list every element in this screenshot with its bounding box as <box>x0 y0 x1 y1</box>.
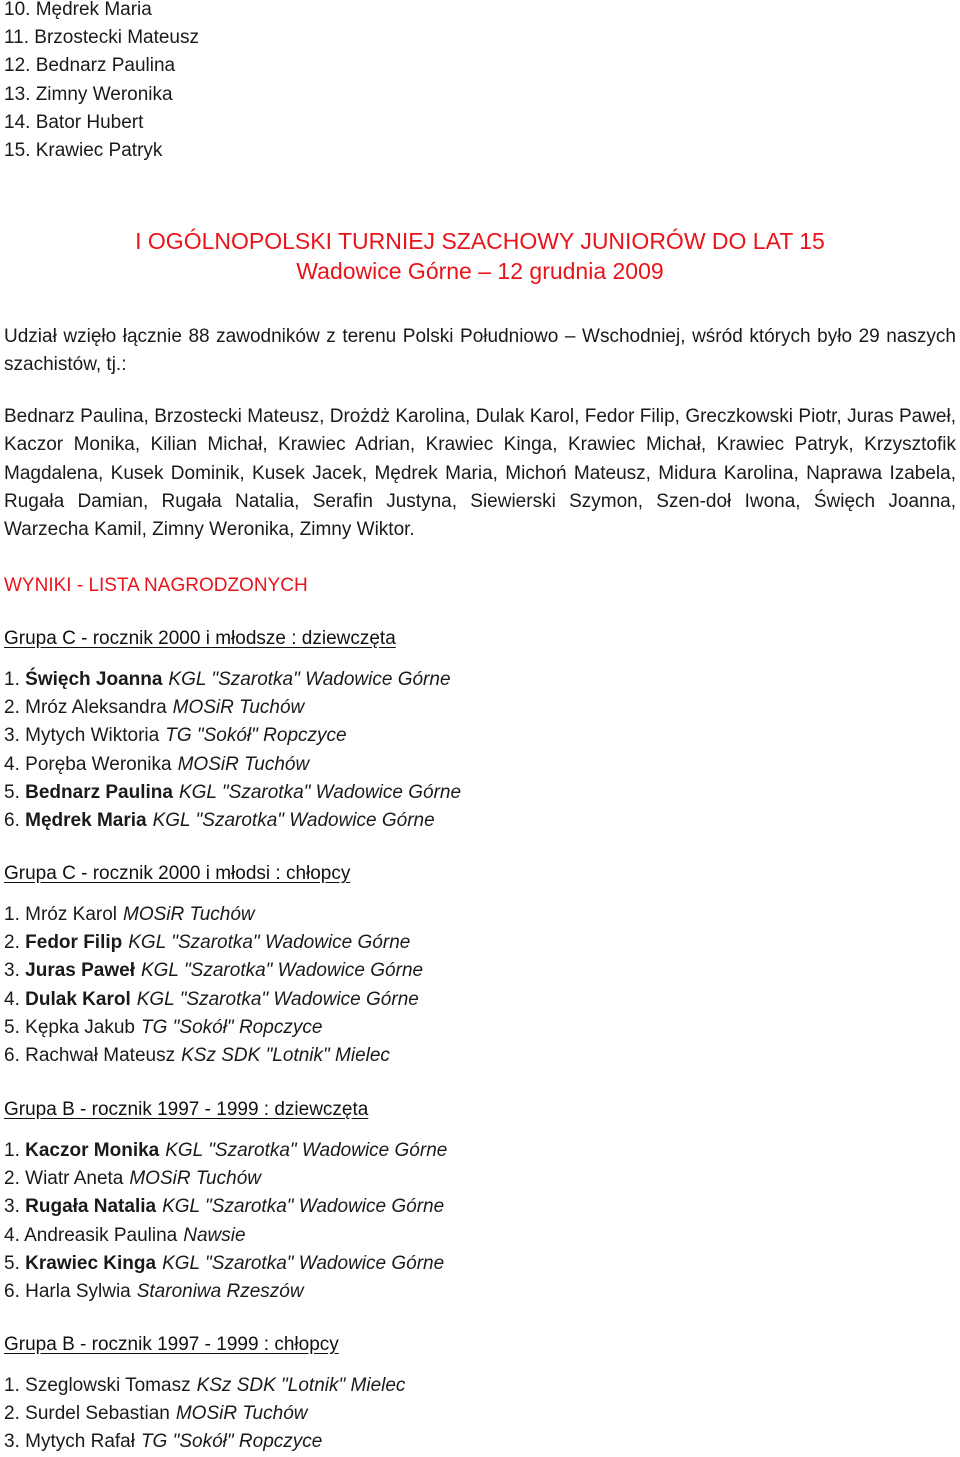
entry-rank: 4. <box>4 753 20 775</box>
list-item <box>4 1222 447 1250</box>
player-name: Harla Sylwia <box>25 1280 131 1302</box>
club-name: KGL "Szarotka" Wadowice Górne <box>128 932 411 954</box>
entry-rank: 2. <box>4 1403 20 1425</box>
list-item <box>4 1137 447 1165</box>
player-name: Kaczor Monika <box>25 1140 160 1161</box>
list-item <box>4 1165 447 1193</box>
club-name: MOSiR Tuchów <box>123 904 255 925</box>
club-name: KGL "Szarotka" Wadowice Górne <box>152 809 435 831</box>
list-item <box>4 1278 447 1306</box>
player-name: Mróz Aleksandra <box>25 697 167 719</box>
group-heading: Grupa C - rocznik 2000 i młodsze : dziewczęta <box>4 628 396 649</box>
club-name: MOSiR Tuchów <box>175 1403 308 1425</box>
title-line-1: I OGÓLNOPOLSKI TURNIEJ SZACHOWY JUNIORÓW DO LAT 15 <box>135 228 825 254</box>
entry-rank: 1. <box>4 1375 20 1396</box>
club-name: KGL "Szarotka" Wadowice Górne <box>162 1196 445 1218</box>
group-heading: Grupa C - rocznik 2000 i młodsi : chłopcy <box>4 863 351 884</box>
entry-rank: 5. <box>4 1252 20 1274</box>
club-name: Staroniwa Rzeszów <box>136 1280 304 1302</box>
list-item <box>4 901 423 929</box>
player-name: Juras Paweł <box>25 960 135 982</box>
list-item <box>4 1042 423 1070</box>
entry-rank: 6. <box>4 809 20 831</box>
entry-rank: 3. <box>4 725 20 747</box>
club-name: KGL "Szarotka" Wadowice Górne <box>168 669 451 690</box>
player-name: Mytych Rafał <box>25 1431 135 1453</box>
entry-rank: 4. <box>4 988 20 1010</box>
club-name: KGL "Szarotka" Wadowice Górne <box>136 988 419 1010</box>
club-name: KGL "Szarotka" Wadowice Górne <box>178 781 462 803</box>
player-name: Mróz Karol <box>25 904 117 925</box>
list-item <box>4 666 461 694</box>
player-name: Rugała Natalia <box>25 1196 157 1218</box>
group-heading: Grupa B - rocznik 1997 - 1999 : dziewczęta <box>4 1099 369 1120</box>
player-name: Bednarz Paulina <box>25 781 173 803</box>
intro-paragraph: Udział wzięło łącznie 88 zawodników z terenu Polski Południowo – Wschodniej, wśród których było 29 naszych szachistów, tj.: <box>4 326 956 376</box>
player-name: Andreasik Paulina <box>24 1224 178 1246</box>
list-item <box>4 1250 447 1278</box>
list-item: 11. Brzostecki Mateusz <box>4 27 200 49</box>
entry-rank: 2. <box>4 1168 20 1190</box>
entry-rank: 6. <box>4 1280 20 1302</box>
player-name: Surdel Sebastian <box>25 1403 170 1425</box>
player-name: Mytych Wiktoria <box>25 725 160 747</box>
tournament-title <box>0 226 960 286</box>
club-name: MOSiR Tuchów <box>172 697 305 719</box>
list-item <box>4 1014 423 1042</box>
player-name: Wiatr Aneta <box>25 1168 124 1190</box>
list-item: 13. Zimny Weronika <box>4 83 173 105</box>
player-name: Święch Joanna <box>25 669 163 690</box>
entry-rank: 4. <box>4 1224 20 1246</box>
club-name: KGL "Szarotka" Wadowice Górne <box>165 1140 448 1161</box>
list-item <box>4 929 423 957</box>
list-item: 12. Bednarz Paulina <box>4 55 176 77</box>
player-name: Mędrek Maria <box>25 809 147 831</box>
list-item <box>4 1428 405 1456</box>
club-name: KGL "Szarotka" Wadowice Górne <box>140 960 424 982</box>
club-name: TG "Sokół" Ropczyce <box>140 1431 323 1453</box>
player-name: Kępka Jakub <box>25 1016 135 1038</box>
group-heading: Grupa B - rocznik 1997 - 1999 : chłopcy <box>4 1334 339 1355</box>
list-item <box>4 807 461 835</box>
entry-rank: 2. <box>4 697 20 719</box>
player-name: Krawiec Kinga <box>25 1252 157 1274</box>
list-item <box>4 751 461 779</box>
participants-paragraph: Bednarz Paulina, Brzostecki Mateusz, Drożdż Karolina, Dulak Karol, Fedor Filip, Greczkowski Piotr, Juras Paweł, Kaczor Monika, Kilian Michał, Krawiec Adrian, Krawiec Kinga, Krawiec Michał, Krawiec Patryk, Krzysztofik Magdalena, Kusek Dominik, Kusek Jacek, Mędrek Maria, Michoń Mateusz, Midura Karolina, Naprawa Izabela, Rugała Damian, Rugała Natalia, Serafin Justyna, Siewierski Szymon, Szen-doł Iwona, Święch Joanna, Warzecha Kamil, Zimny Weronika, Zimny Wiktor. <box>4 406 956 541</box>
player-name: Poręba Weronika <box>25 753 172 775</box>
entry-rank: 6. <box>4 1044 20 1066</box>
list-item <box>4 694 461 722</box>
entry-rank: 1. <box>4 1140 20 1161</box>
club-name: KSz SDK "Lotnik" Mielec <box>196 1375 406 1396</box>
club-name: MOSiR Tuchów <box>129 1168 261 1190</box>
entry-rank: 5. <box>4 1016 20 1038</box>
club-name: TG "Sokół" Ropczyce <box>141 1016 323 1038</box>
group-results-list <box>4 1137 447 1306</box>
player-name: Rachwał Mateusz <box>25 1044 176 1066</box>
entry-rank: 1. <box>4 669 20 690</box>
list-item <box>4 722 461 750</box>
player-name: Dulak Karol <box>25 988 131 1010</box>
title-line-2: Wadowice Górne – 12 grudnia 2009 <box>296 258 664 284</box>
player-name: Fedor Filip <box>25 932 123 954</box>
club-name: Nawsie <box>183 1224 246 1246</box>
entry-rank: 5. <box>4 781 20 803</box>
top-ranking-list <box>4 0 199 165</box>
list-item <box>4 957 423 985</box>
list-item: 14. Bator Hubert <box>4 111 144 133</box>
club-name: TG "Sokół" Ropczyce <box>165 725 347 747</box>
list-item <box>4 1400 405 1428</box>
list-item <box>4 779 461 807</box>
group-results-list <box>4 1372 405 1457</box>
list-item <box>4 986 423 1014</box>
entry-rank: 2. <box>4 932 20 954</box>
player-name: Szeglowski Tomasz <box>25 1375 191 1396</box>
entry-rank: 3. <box>4 1431 20 1453</box>
entry-rank: 3. <box>4 960 20 982</box>
club-name: KSz SDK "Lotnik" Mielec <box>181 1044 390 1066</box>
list-item <box>4 1372 405 1400</box>
list-item: 15. Krawiec Patryk <box>4 139 163 161</box>
list-item <box>4 1193 447 1221</box>
group-results-list <box>4 666 461 835</box>
results-heading: WYNIKI - LISTA NAGRODZONYCH <box>4 575 308 596</box>
entry-rank: 3. <box>4 1196 20 1218</box>
entry-rank: 1. <box>4 904 20 925</box>
club-name: MOSiR Tuchów <box>177 753 310 775</box>
club-name: KGL "Szarotka" Wadowice Górne <box>162 1252 445 1274</box>
group-results-list <box>4 901 423 1070</box>
list-item: 10. Mędrek Maria <box>4 0 152 20</box>
